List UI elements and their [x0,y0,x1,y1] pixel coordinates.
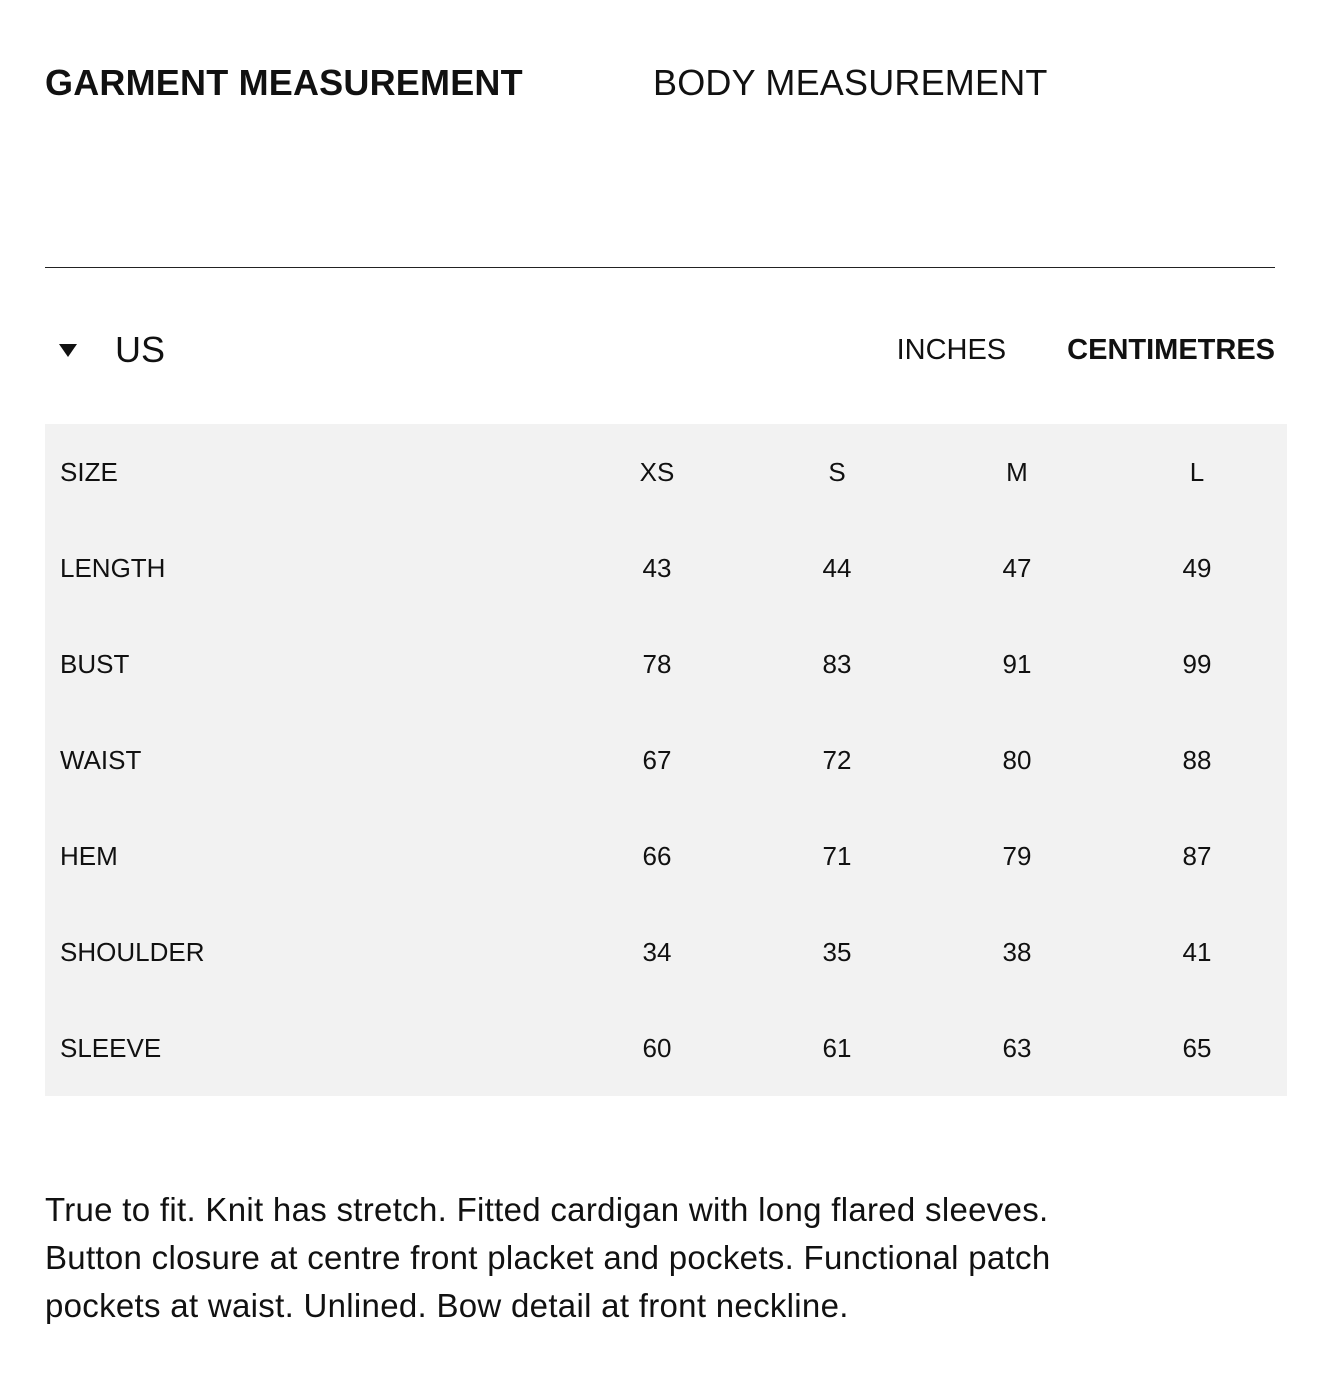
row-label: SLEEVE [60,1032,162,1063]
row-label: WAIST [60,744,142,775]
table-cell: 99 [1182,648,1212,679]
table-row-waist [45,712,1287,808]
unit-toggle [897,330,1275,370]
header-size-xs: XS [639,456,675,487]
table-cell: 44 [822,552,852,583]
size-chart-table [45,424,1287,1096]
row-label: HEM [60,840,118,871]
table-cell: 78 [642,648,672,679]
table-cell: 72 [822,744,852,775]
row-label: BUST [60,648,130,679]
table-cell: 49 [1182,552,1212,583]
table-header-row [45,424,1287,520]
table-cell: 34 [642,936,672,967]
header-size-label: SIZE [60,456,118,487]
table-row-hem [45,808,1287,904]
table-cell: 80 [1002,744,1032,775]
tab-garment-measurement[interactable]: GARMENT MEASUREMENT [45,62,523,103]
table-cell: 63 [1002,1032,1032,1063]
table-row-length [45,520,1287,616]
table-cell: 67 [642,744,672,775]
region-dropdown[interactable] [45,328,165,372]
tab-body-measurement[interactable]: BODY MEASUREMENT [653,62,1048,103]
table-cell: 41 [1182,936,1212,967]
unit-centimetres-button[interactable]: CENTIMETRES [1067,334,1275,366]
table-cell: 91 [1002,648,1032,679]
header-size-m: M [1006,456,1028,487]
region-dropdown-label: US [115,329,166,370]
table-cell: 35 [822,936,852,967]
section-divider [45,267,1275,268]
table-cell: 60 [642,1032,672,1063]
table-cell: 65 [1182,1032,1212,1063]
table-cell: 47 [1002,552,1032,583]
table-cell: 79 [1002,840,1032,871]
table-row-bust [45,616,1287,712]
caret-down-icon [59,344,77,357]
header-size-s: S [828,456,846,487]
row-label: SHOULDER [60,936,205,967]
table-cell: 61 [822,1032,852,1063]
table-cell: 66 [642,840,672,871]
table-cell: 87 [1182,840,1212,871]
table-row-sleeve [45,1000,1287,1096]
table-cell: 71 [822,840,852,871]
product-fit-description: True to fit. Knit has stretch. Fitted cardigan with long flared sleeves. Button closure at centre front placket and pockets. Functional patch pockets at waist. Unlined. Bow detail at front neckline. [45,1191,1051,1324]
table-cell: 38 [1002,936,1032,967]
row-label: LENGTH [60,552,166,583]
table-cell: 88 [1182,744,1212,775]
header-size-l: L [1189,456,1205,487]
unit-inches-button[interactable]: INCHES [896,334,1007,366]
table-row-shoulder [45,904,1287,1000]
table-cell: 83 [822,648,852,679]
table-cell: 43 [642,552,672,583]
